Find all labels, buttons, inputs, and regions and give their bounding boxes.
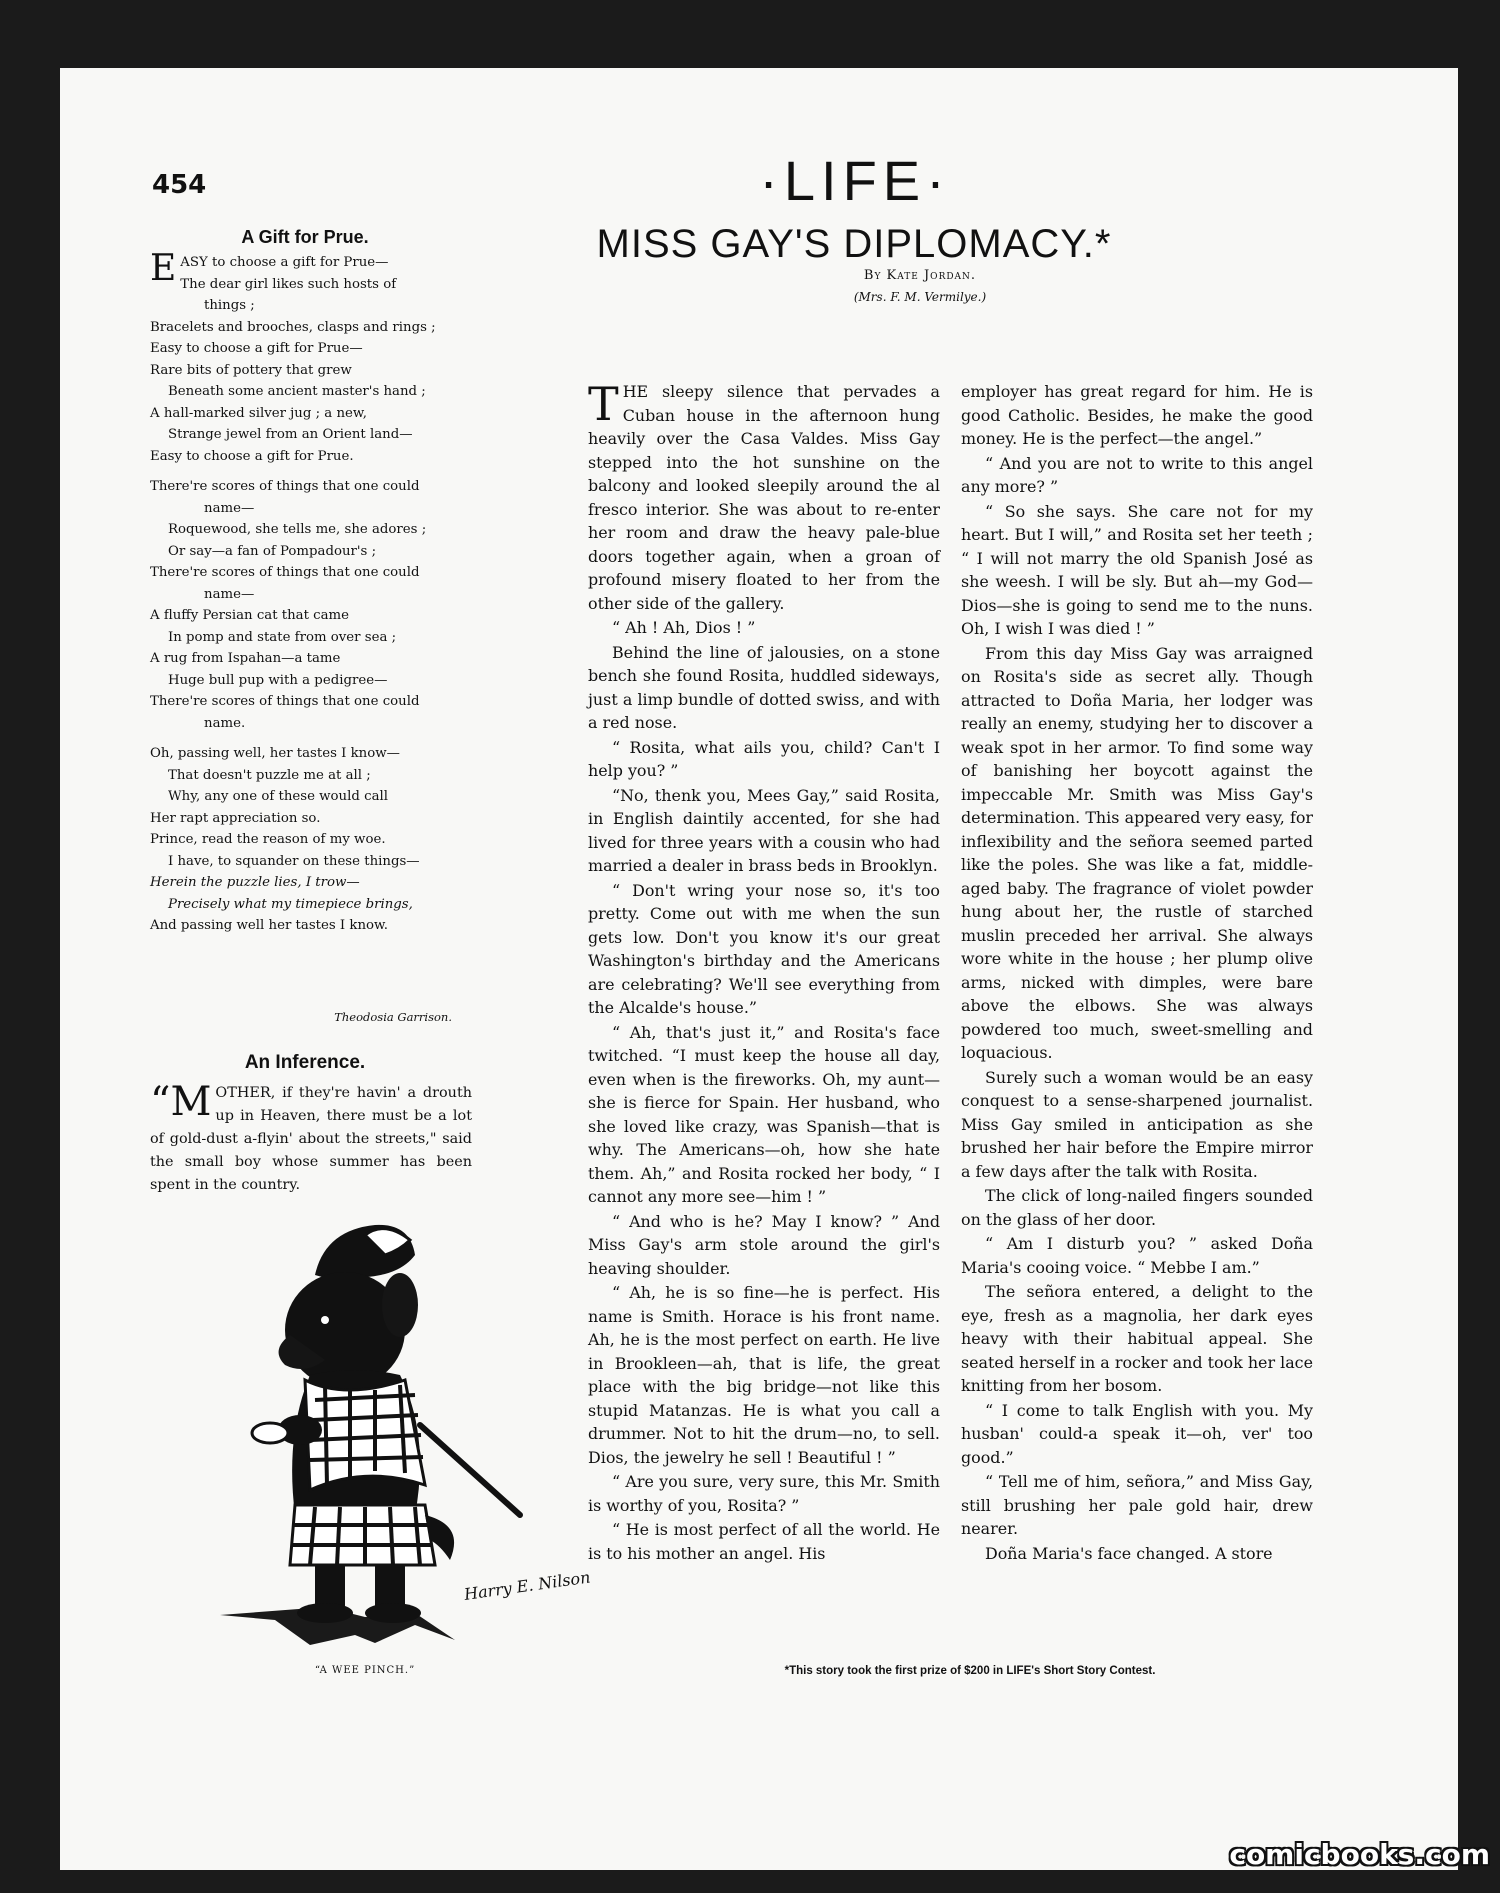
poem-line: Precisely what my timepiece brings,: [168, 896, 413, 912]
poem-line: Easy to choose a gift for Prue.: [150, 448, 354, 464]
poem-line: name.: [204, 715, 246, 731]
story-paragraph: Surely such a woman would be an easy conquest to a sense-sharpened journalist. Miss Gay smiled in anticipation as she brushed her hair before the Empire mirror a few days after the talk with Rosita.: [961, 1067, 1313, 1181]
poem-line: And passing well her tastes I know.: [150, 918, 389, 933]
poem-line: Beneath some ancient master's hand ;: [168, 384, 426, 399]
story-paragraph: “ Ah, he is so fine—he is perfect. His name is Smith. Horace is his front name. Ah, he is the most perfect on earth. He live in Brookleen—ah, that is life, the great place with the big bridge—not like this stupid Matanzas. He is what you call a drummer. Not to hit the drum—no, to sell. Dios, the jewelry he sell ! Beautiful ! ”: [588, 1283, 940, 1467]
ear: [382, 1273, 418, 1337]
artist-signature: Harry E. Nilson: [462, 1567, 592, 1604]
story-paragraph: The click of long-nailed fingers sounded on the glass of her door.: [961, 1186, 1313, 1229]
story-paragraph: “ Don't wring your nose so, it's too pretty. Come out with me when the sun gets low. Don't you know it's our great Washington's birthday and the Americans are celebrating? We'll see everything from the Alcalde's house.”: [588, 880, 940, 1017]
poem-line: name—: [204, 586, 255, 602]
story-paragraph: “ Are you sure, very sure, this Mr. Smith is worthy of you, Rosita? ”: [588, 1472, 940, 1515]
poem-line: I have, to squander on these things—: [168, 853, 420, 869]
story-byline-pseudonym: (Mrs. F. M. Vermilye.): [853, 290, 987, 304]
poem-stanza: [150, 248, 472, 467]
story-column-2: [961, 380, 1313, 1566]
poem-line: EASY to choose a gift for Prue—: [150, 248, 389, 289]
masthead: ·LIFE·: [759, 149, 951, 212]
poem-line: Prince, read the reason of my woe.: [150, 832, 386, 847]
story-drop-cap: T: [588, 377, 619, 431]
shoe: [365, 1603, 421, 1623]
poem-drop-cap: E: [150, 248, 177, 289]
shoe: [297, 1603, 353, 1623]
poem-line: There're scores of things that one could: [150, 479, 420, 494]
site-watermark: comicbooks.com: [1229, 1838, 1490, 1871]
story-paragraph: “ Ah ! Ah, Dios ! ”: [612, 618, 756, 637]
poem-line: Her rapt appreciation so.: [150, 810, 321, 826]
story-byline: By Kate Jordan.: [863, 268, 977, 283]
poem-line: Huge bull pup with a pedigree—: [168, 672, 388, 688]
story-paragraph: From this day Miss Gay was arraigned on Rosita's side as secret ally. Though attracted to Doña Maria, her lodger was really an enemy, studying her to discover a weak spot in her armor. To find some way of banishing her boycott against the impeccable Mr. Smith was Miss Gay's determination. This appeared very easy, for inflexibility and the señora seemed parted like the poles. She was like a fat, middle-aged baby. The fragrance of violet powder hung about her, the rustle of starched muslin preceded her arrival. She always wore white in the house ; her plump olive arms, nicked with dimples, were bare above the elbows. She was always powdered too much, sweet-smelling and loquacious.: [961, 643, 1313, 1062]
poem-line: Or say—a fan of Pompadour's ;: [168, 543, 377, 559]
wee-pinch-illustration: [215, 1215, 592, 1650]
poem-line: Strange jewel from an Orient land—: [168, 427, 413, 442]
inference-drop-cap: “M: [150, 1079, 212, 1125]
story-paragraph: The señora entered, a delight to the eye, fresh as a magnolia, her dark eyes heavy with their habitual appeal. She seated herself in a rocker and took her lace knitting from her bosom.: [961, 1282, 1313, 1395]
story-title: MISS GAY'S DIPLOMACY.*: [596, 222, 1112, 266]
story-paragraph: “ I come to talk English with you. My husban' could-a speak it—oh, ver' too good.”: [961, 1400, 1313, 1467]
poem: [150, 248, 472, 946]
walking-stick: [420, 1425, 520, 1515]
story-paragraph: “ He is most perfect of all the world. He is to his mother an angel. His: [588, 1520, 940, 1563]
poem-line: In pomp and state from over sea ;: [168, 629, 397, 645]
story-paragraph: THE sleepy silence that pervades a Cuban house in the afternoon hung heavily over the Casa Valdes. Miss Gay stepped into the hot sunshine on the balcony and looked sleepily around the al fresco interior. She was about to re-enter her room and draw the heavy pale-blue doors together again, when a groan of profound misery floated to her from the other side of the gallery.: [588, 377, 940, 613]
inference-text: “M OTHER, if they're havin' a drouth up in Heaven, there must be a lot of gold-dust a-flyin' about the streets," said the small boy whose summer has been spent in the country.: [150, 1079, 472, 1193]
story-column-1: [588, 377, 940, 1566]
story-footnote: *This story took the first prize of $200 in LIFE's Short Story Contest.: [784, 1665, 1156, 1677]
story-paragraph: “ And you are not to write to this angel any more? ”: [961, 453, 1313, 496]
poem-line: There're scores of things that one could: [150, 565, 420, 580]
poem-line: Why, any one of these would call: [168, 789, 388, 804]
poem-line: A fluffy Persian cat that came: [150, 608, 350, 623]
story-paragraph: “ Tell me of him, señora,” and Miss Gay, still brushing her pale gold hair, drew nearer.: [961, 1472, 1313, 1538]
poem-stanza: [150, 476, 472, 734]
poem-line: name—: [204, 500, 255, 516]
inference-title: An Inference.: [244, 1052, 366, 1073]
poem-line: A hall-marked silver jug ; a new,: [150, 405, 367, 421]
poem-line: Oh, passing well, her tastes I know—: [150, 746, 400, 761]
poem-line: Roquewood, she tells me, she adores ;: [168, 522, 427, 537]
poem-line: A rug from Ispahan—a tame: [150, 651, 341, 666]
story-paragraph: Behind the line of jalousies, on a stone bench she found Rosita, huddled sideways, just a limp bundle of dotted swiss, and with a red nose.: [588, 642, 940, 732]
poem-line: There're scores of things that one could: [150, 694, 420, 709]
paw: [252, 1423, 288, 1443]
illustration-caption: “A WEE PINCH.”: [314, 1665, 416, 1676]
story-paragraph: “ Am I disturb you? ” asked Doña Maria's cooing voice. “ Mebbe I am.”: [961, 1234, 1313, 1277]
story-paragraph: “ So she says. She care not for my heart. But I will,” and Rosita set her teeth ; “ I will not marry the old Spanish José as she weesh. I will be sly. But ah—my God—Dios—she is going to send me to the nuns. Oh, I wish I was died ! ”: [961, 501, 1313, 638]
poem-line: Herein the puzzle lies, I trow—: [150, 875, 360, 890]
story-paragraph: employer has great regard for him. He is good Catholic. Besides, he make the good money. He is the perfect—the angel.”: [961, 382, 1313, 448]
poem-line: things ;: [204, 298, 255, 313]
poem-line: Rare bits of pottery that grew: [150, 362, 352, 378]
poem-line: That doesn't puzzle me at all ;: [168, 767, 371, 783]
poem-signature: Theodosia Garrison.: [334, 1010, 452, 1024]
poem-line: Easy to choose a gift for Prue—: [150, 341, 363, 356]
story-paragraph: “ Rosita, what ails you, child? Can't I help you? ”: [588, 737, 940, 780]
eye: [321, 1316, 329, 1324]
poem-line: The dear girl likes such hosts of: [180, 276, 397, 292]
story-paragraph: “No, thenk you, Mees Gay,” said Rosita, in English daintily accented, for she had lived for three years with a cousin who had married a dealer in brass beds in Brooklyn.: [588, 785, 940, 875]
poem-line: Bracelets and brooches, clasps and rings ;: [150, 319, 436, 335]
story-paragraph: Doña Maria's face changed. A store: [985, 1543, 1273, 1563]
story-paragraph: “ And who is he? May I know? ” And Miss Gay's arm stole around the girl's heaving shoulder.: [588, 1211, 940, 1278]
story-paragraph: “ Ah, that's just it,” and Rosita's face twitched. “I must keep the house all day, even when is the fireworks. Oh, my aunt—she is fierce for Spain. Her husband, who she loved like crazy, was Spanish—that is why. The Americans—oh, how she hate them. Ah,” and Rosita rocked her body, “ I cannot any more see—him ! ”: [588, 1022, 940, 1206]
poem-stanza: [150, 743, 472, 937]
page-number: 454: [152, 170, 207, 200]
poem-title: A Gift for Prue.: [241, 227, 369, 247]
